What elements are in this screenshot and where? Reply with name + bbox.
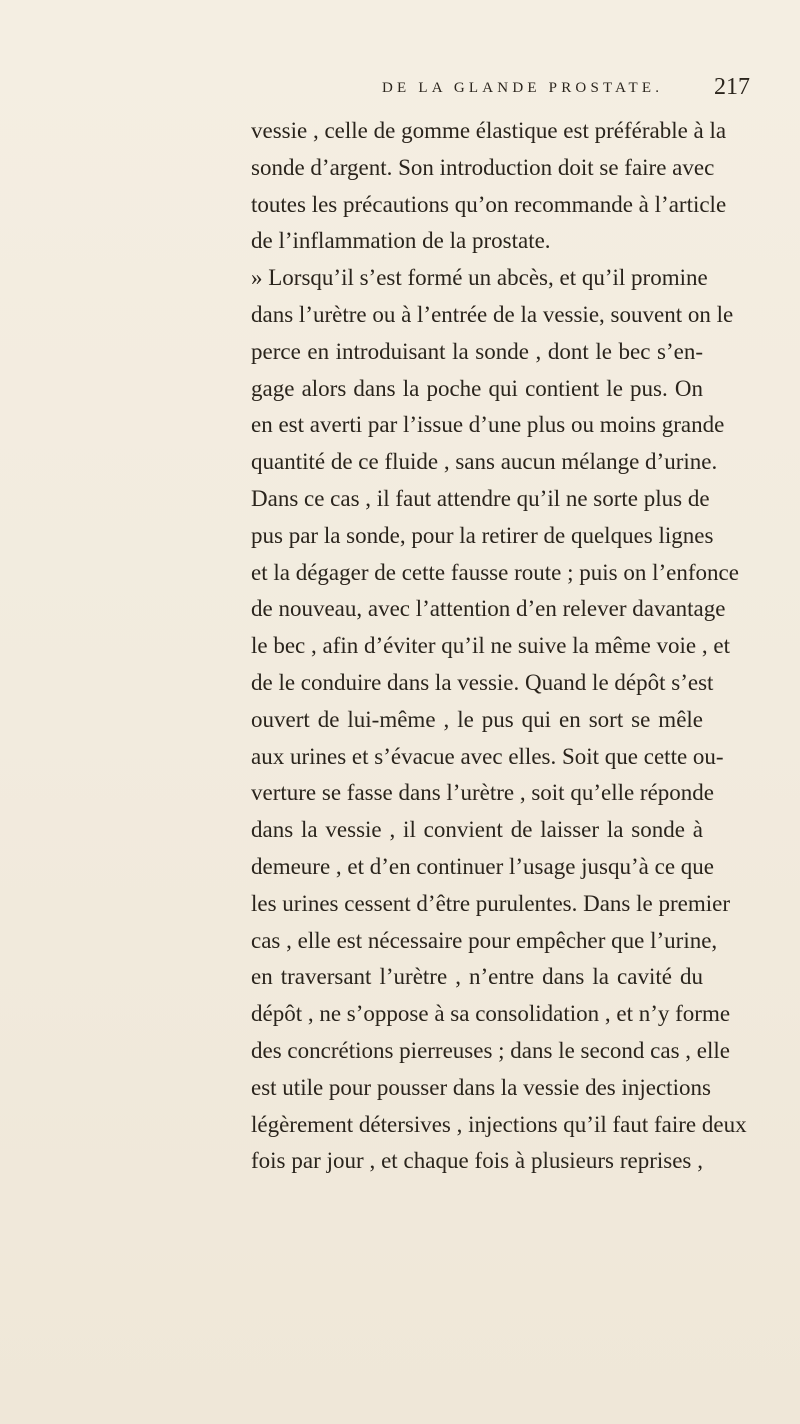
text-line: pus par la sonde, pour la retirer de quelques lignes — [251, 522, 714, 548]
text-line: en est averti par l’issue d’une plus ou moins grande — [251, 412, 725, 438]
text-line: de le conduire dans la vessie. Quand le dépôt s’est — [251, 669, 714, 695]
text-line: en traversant l’urètre , n’entre dans la cavité du — [251, 964, 703, 990]
text-line: » Lorsqu’il s’est formé un abcès, et qu’il promine — [251, 265, 708, 291]
text-line: et la dégager de cette fausse route ; puis on l’enfonce — [251, 559, 739, 585]
text-line: dans l’urètre ou à l’entrée de la vessie, souvent on le — [251, 301, 734, 327]
text-line: le bec , afin d’éviter qu’il ne suive la même voie , et — [251, 633, 730, 659]
text-line: de l’inflammation de la prostate. — [251, 228, 551, 254]
text-line: ouvert de lui-même , le pus qui en sort se mêle — [251, 706, 703, 732]
text-line: fois par jour , et chaque fois à plusieurs reprises , — [251, 1148, 703, 1174]
text-line: Dans ce cas , il faut attendre qu’il ne sorte plus de — [251, 485, 710, 511]
text-line: vessie , celle de gomme élastique est préférable à la — [251, 118, 727, 143]
text-line: des concrétions pierreuses ; dans le second cas , elle — [251, 1037, 730, 1063]
page-header — [382, 64, 782, 104]
text-line: perce en introduisant la sonde , dont le bec s’en- — [251, 338, 703, 364]
text-line: toutes les précautions qu’on recommande à l’article — [251, 191, 727, 217]
text-line: gage alors dans la poche qui contient le pus. On — [251, 375, 703, 401]
text-line: quantité de ce fluide , sans aucun mélange d’urine. — [251, 449, 718, 475]
text-line: cas , elle est nécessaire pour empêcher que l’urine, — [251, 927, 718, 953]
page-number: 217 — [714, 74, 750, 100]
text-line: légèrement détersives , injections qu’il faut faire deux — [251, 1111, 747, 1137]
text-line: est utile pour pousser dans la vessie des injections — [251, 1074, 711, 1100]
text-line: demeure , et d’en continuer l’usage jusqu’à ce que — [251, 853, 714, 879]
text-line: aux urines et s’évacue avec elles. Soit que cette ou- — [251, 743, 724, 769]
text-line: verture se fasse dans l’urètre , soit qu’elle réponde — [251, 780, 715, 806]
running-title: DE LA GLANDE PROSTATE. — [382, 80, 664, 96]
body-text — [251, 113, 747, 1180]
text-line: dans la vessie , il convient de laisser la sonde à — [251, 817, 703, 843]
text-line: sonde d’argent. Son introduction doit se faire avec — [251, 154, 715, 180]
text-line: de nouveau, avec l’attention d’en relever davantage — [251, 596, 726, 622]
text-line: dépôt , ne s’oppose à sa consolidation , et n’y forme — [251, 1001, 731, 1027]
text-line: les urines cessent d’être purulentes. Dans le premier — [251, 890, 730, 916]
